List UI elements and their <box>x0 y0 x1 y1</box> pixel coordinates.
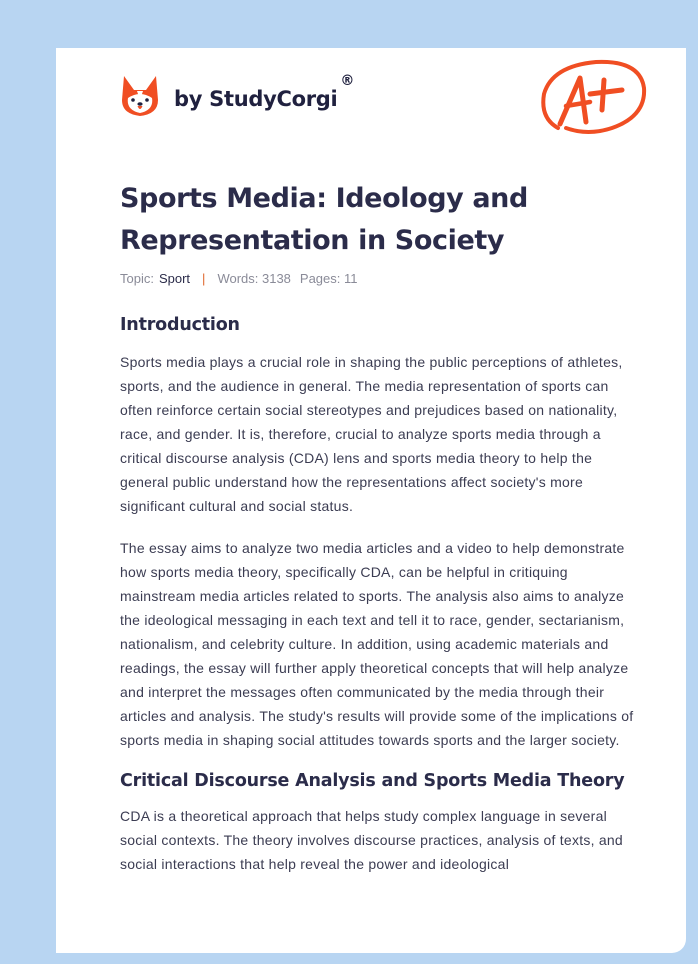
paragraph: Sports media plays a crucial role in shaping the public perceptions of athletes, sports, and the audience in general. The media representation of sports can often reinforce certain social stereotypes and prejudices based on nationality, race, and gender. It is, therefore, crucial to analyze sports media through a critical discourse analysis (CDA) lens and sports media theory to help the general public understand how the representations affect society's more significant cultural and social status. <box>120 354 623 514</box>
paragraph: The essay aims to analyze two media articles and a video to help demonstrate how sports media theory, specifically CDA, can be helpful in critiquing mainstream media articles related to sports. The analysis also aims to analyze the ideological messaging in each text and tell it to race, gender, sectarianism, nationalism, and celebrity culture. In addition, using academic materials and readings, the essay will further apply theoretical concepts that will help analyze and interpret the messages often communicated by the media through their articles and analysis. The study's results will provide some of the implications of sports media in shaping social attitudes towards sports and the larger society. <box>120 540 634 748</box>
page-title: Sports Media: Ideology and Representation in Society <box>120 183 528 256</box>
topic-label: Topic: <box>120 271 154 286</box>
brand-header <box>120 74 354 118</box>
page-count: Pages: 11 <box>299 271 358 286</box>
meta-separator: | <box>202 271 206 286</box>
brand-name-text: by StudyCorgi <box>174 87 338 111</box>
registered-mark: ® <box>340 73 355 89</box>
brand-name <box>174 73 355 111</box>
paragraph: CDA is a theoretical approach that helps study complex language in several social contexts. The theory involves discourse practices, analysis of texts, and social interactions that help reveal the power and ideological <box>120 808 623 872</box>
a-plus-grade-icon <box>538 58 648 140</box>
article-meta <box>120 271 636 286</box>
corgi-logo-icon <box>120 74 160 118</box>
topic-link[interactable]: Sport <box>158 271 191 286</box>
section-heading-cda: Critical Discourse Analysis and Sports Media Theory <box>120 771 625 791</box>
document-card <box>56 48 686 953</box>
word-count: Words: 3138 <box>217 271 291 286</box>
article-content <box>120 178 636 876</box>
section-heading-introduction: Introduction <box>120 315 240 335</box>
